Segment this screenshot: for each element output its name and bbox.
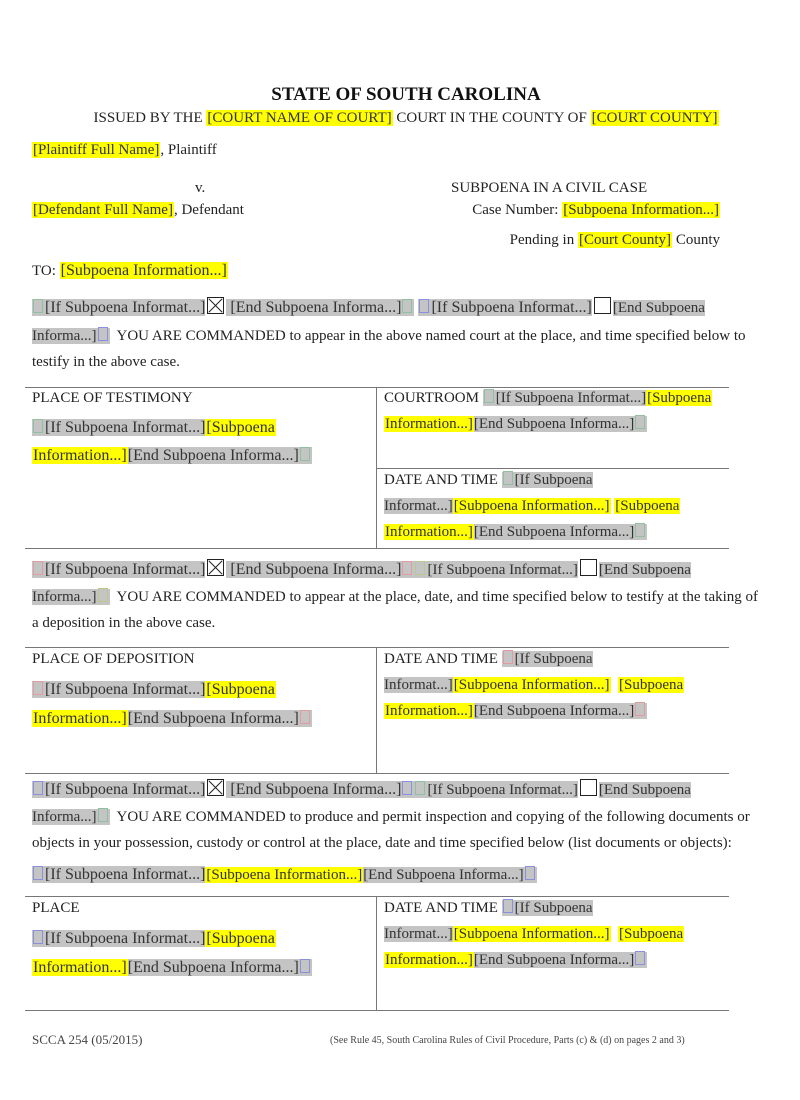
plaintiff-name-field[interactable]: [Plaintiff Full Name]	[33, 142, 160, 158]
field-marker-icon	[402, 299, 412, 313]
documents-time-info-field[interactable]: [Subpoena	[619, 926, 684, 942]
end-info-field[interactable]: [End Subpoena Informa...]	[473, 524, 635, 540]
place-of-deposition-value	[32, 675, 312, 733]
if-info-field[interactable]: [If Subpoena Informat...]	[427, 562, 578, 578]
field-marker-icon	[635, 415, 645, 429]
defendant-name-field[interactable]: [Defendant Full Name]	[33, 202, 173, 218]
deposition-checkbox-checked[interactable]	[207, 559, 224, 576]
deposition-time-info-field[interactable]: [Subpoena	[619, 677, 684, 693]
end-info-field[interactable]: [End Subpoena	[598, 782, 691, 798]
field-marker-icon	[33, 866, 43, 880]
end-info-field[interactable]: [End Subpoena Informa...]	[473, 416, 635, 432]
end-info-field[interactable]: [End Subpoena Informa...]	[127, 447, 299, 464]
testimony-command-text: YOU ARE COMMANDED to appear in the above named court at the place, and time specified below to	[116, 328, 746, 344]
deposition-date-info-field[interactable]: [Subpoena Information...]	[453, 677, 610, 693]
field-marker-icon	[33, 561, 43, 575]
testimony-date-time-line	[384, 470, 593, 490]
field-marker-icon	[503, 899, 513, 913]
end-info-field[interactable]: [End Subpoena Informa...]	[473, 703, 635, 719]
if-info-field[interactable]: [If Subpoena Informat...]	[45, 930, 206, 947]
issued-middle: COURT IN THE COUNTY OF	[396, 110, 587, 126]
testimony-command	[32, 326, 772, 346]
pending-suffix: County	[675, 232, 720, 248]
court-county-field[interactable]: [COURT COUNTY]	[591, 110, 718, 126]
testimony-conditional-line	[32, 297, 705, 318]
field-marker-icon	[415, 561, 425, 575]
testimony-date-time-line-2	[384, 496, 680, 516]
deposition-date-time-line-3	[384, 701, 647, 721]
field-marker-icon	[98, 588, 108, 602]
to-line	[32, 261, 228, 281]
if-info-field-cont[interactable]: Informat...]	[384, 498, 453, 514]
field-marker-icon	[635, 523, 645, 537]
documents-list-field[interactable]: [Subpoena Information...]	[206, 867, 363, 883]
end-info-field[interactable]: [End Subpoena Informa...]	[230, 781, 402, 798]
end-info-field-cont[interactable]: Informa...]	[32, 589, 97, 605]
plaintiff-suffix: , Plaintiff	[160, 142, 217, 158]
place-info-field[interactable]: [Subpoena	[206, 419, 275, 436]
end-info-field-cont[interactable]: Informa...]	[32, 809, 97, 825]
documents-list-line	[32, 865, 537, 885]
deposition-checkbox-unchecked[interactable]	[580, 559, 597, 576]
field-marker-icon	[419, 299, 429, 313]
date-info-field[interactable]: [Subpoena Information...]	[453, 498, 610, 514]
pending-prefix: Pending in	[509, 232, 575, 248]
end-info-field-cont[interactable]: Informa...]	[32, 328, 97, 344]
deposition-date-time-line	[384, 649, 593, 669]
deposition-command	[32, 587, 777, 607]
place-of-testimony-value	[32, 414, 352, 470]
end-info-field[interactable]: [End Subpoena Informa...]	[230, 299, 402, 316]
courtroom-line	[384, 388, 712, 408]
deposition-command-text: YOU ARE COMMANDED to appear at the place, date, and time specified below to testify at the taking of	[116, 589, 759, 605]
deposition-place-info-field[interactable]: [Subpoena	[206, 681, 275, 698]
documents-time-info-field-cont[interactable]: Information...]	[385, 952, 473, 968]
deposition-time-info-field-cont[interactable]: Information...]	[385, 703, 473, 719]
place-of-testimony-label: PLACE OF TESTIMONY	[32, 390, 193, 406]
field-marker-icon	[402, 781, 412, 795]
case-number-field[interactable]: [Subpoena Information...]	[563, 202, 719, 218]
field-marker-icon	[33, 681, 43, 695]
plaintiff-line	[32, 140, 217, 160]
if-info-field[interactable]: [If Subpoena Informat...]	[427, 782, 578, 798]
documents-place-info-field[interactable]: [Subpoena	[206, 930, 275, 947]
documents-place-info-field-cont[interactable]: Information...]	[33, 959, 127, 976]
issued-prefix: ISSUED BY THE	[93, 110, 203, 126]
place-of-deposition-label: PLACE OF DEPOSITION	[32, 651, 195, 667]
deposition-date-time-line-2	[384, 675, 684, 695]
issued-by-line	[0, 110, 800, 127]
field-marker-icon	[402, 561, 412, 575]
courtroom-label: COURTROOM	[384, 390, 479, 406]
end-info-field[interactable]: [End Subpoena Informa...]	[473, 952, 635, 968]
field-marker-icon	[33, 299, 43, 313]
if-info-field[interactable]: [If Subpoena	[514, 651, 593, 667]
if-info-field[interactable]: [If Subpoena Informat...]	[45, 866, 206, 883]
if-info-field[interactable]: [If Subpoena Informat...]	[45, 681, 206, 698]
end-info-field[interactable]: [End Subpoena Informa...]	[230, 561, 402, 578]
documents-checkbox-checked[interactable]	[207, 779, 224, 796]
end-info-field[interactable]: [End Subpoena Informa...]	[363, 867, 524, 883]
if-info-field[interactable]: [If Subpoena Informat...]	[495, 390, 647, 406]
field-marker-icon	[33, 930, 43, 944]
time-info-field[interactable]: [Subpoena	[615, 498, 680, 514]
courtroom-line-2	[384, 414, 647, 434]
field-marker-icon	[484, 389, 494, 403]
testimony-command-text-2: testify in the above case.	[32, 354, 180, 370]
subpoena-heading: SUBPOENA IN A CIVIL CASE	[451, 180, 648, 196]
field-marker-icon	[503, 650, 513, 664]
if-info-field[interactable]: [If Subpoena	[514, 472, 593, 488]
end-info-field[interactable]: [End Subpoena	[598, 562, 691, 578]
if-info-field[interactable]: [If Subpoena Informat...]	[45, 561, 206, 578]
end-info-field[interactable]: [End Subpoena Informa...]	[127, 710, 299, 727]
field-marker-icon	[33, 781, 43, 795]
document-title: STATE OF SOUTH CAROLINA	[271, 84, 541, 105]
form-id: SCCA 254 (05/2015)	[32, 1032, 143, 1047]
testimony-checkbox-checked[interactable]	[207, 297, 224, 314]
to-label: TO:	[32, 263, 56, 279]
field-marker-icon	[98, 808, 108, 822]
court-name-field[interactable]: [COURT NAME OF COURT]	[207, 110, 392, 126]
documents-conditional-line	[32, 779, 691, 800]
if-info-field[interactable]: [If Subpoena Informat...]	[45, 419, 206, 436]
place-info-field-cont[interactable]: Information...]	[33, 447, 127, 464]
if-info-field-cont[interactable]: Informat...]	[384, 677, 453, 693]
case-number-line	[472, 200, 720, 220]
courtroom-info-field-cont[interactable]: Information...]	[385, 416, 473, 432]
deposition-place-info-field-cont[interactable]: Information...]	[33, 710, 127, 727]
field-marker-icon	[33, 419, 43, 433]
field-marker-icon	[525, 866, 535, 880]
documents-place-label: PLACE	[32, 900, 80, 916]
if-info-field[interactable]: [If Subpoena Informat...]	[431, 299, 592, 316]
deposition-conditional-line	[32, 559, 691, 580]
field-marker-icon	[635, 702, 645, 716]
if-info-field[interactable]: [If Subpoena Informat...]	[45, 781, 206, 798]
field-marker-icon	[98, 327, 108, 341]
defendant-line	[32, 200, 244, 220]
field-marker-icon	[503, 471, 513, 485]
if-info-field[interactable]: [If Subpoena Informat...]	[45, 299, 206, 316]
deposition-command-text-2: a deposition in the above case.	[32, 615, 216, 631]
defendant-suffix: , Defendant	[173, 202, 244, 218]
pending-line	[510, 230, 720, 250]
documents-command-text: YOU ARE COMMANDED to produce and permit inspection and copying of the following documents or	[116, 809, 750, 825]
documents-date-time-line-3	[384, 950, 647, 970]
if-info-field-cont[interactable]: Informat...]	[384, 926, 453, 942]
testimony-checkbox-unchecked[interactable]	[594, 297, 611, 314]
date-time-label: DATE AND TIME	[384, 651, 498, 667]
documents-place-value	[32, 924, 312, 982]
documents-date-time-line-2	[384, 924, 684, 944]
documents-date-info-field[interactable]: [Subpoena Information...]	[453, 926, 610, 942]
courtroom-info-field[interactable]: [Subpoena	[647, 390, 712, 406]
end-info-field[interactable]: [End Subpoena Informa...]	[127, 959, 299, 976]
documents-checkbox-unchecked[interactable]	[580, 779, 597, 796]
documents-date-time-line	[384, 898, 593, 918]
field-marker-icon	[415, 781, 425, 795]
testimony-date-time-line-3	[384, 522, 647, 542]
documents-command	[32, 807, 777, 827]
documents-command-text-2: objects in your possession, custody or control at the place, date and time specified below (list documents or objects):	[32, 835, 732, 851]
case-number-label: Case Number:	[472, 202, 559, 218]
pending-county-field[interactable]: [Court County]	[578, 232, 672, 248]
rule-note: (See Rule 45, South Carolina Rules of Civil Procedure, Parts (c) & (d) on pages 2 and 3)	[330, 1035, 685, 1046]
time-info-field-cont[interactable]: Information...]	[385, 524, 473, 540]
to-recipient-field[interactable]: [Subpoena Information...]	[60, 262, 227, 279]
if-info-field[interactable]: [If Subpoena	[514, 900, 593, 916]
field-marker-icon	[635, 951, 645, 965]
date-time-label: DATE AND TIME	[384, 472, 498, 488]
field-marker-icon	[300, 447, 310, 461]
end-info-field[interactable]: [End Subpoena	[612, 300, 705, 316]
date-time-label: DATE AND TIME	[384, 900, 498, 916]
field-marker-icon	[300, 959, 310, 973]
versus-label: v.	[195, 180, 206, 196]
field-marker-icon	[300, 710, 310, 724]
